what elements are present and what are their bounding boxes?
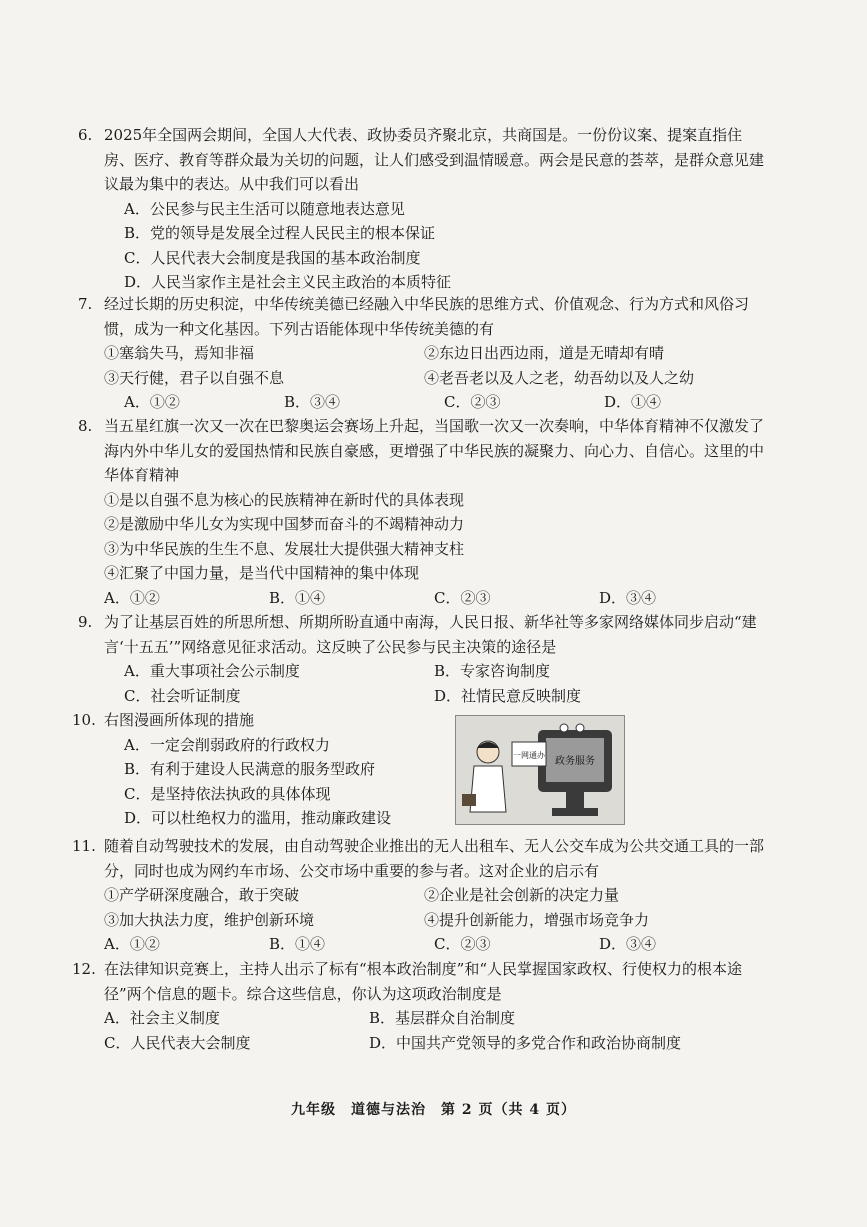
statement-1: ①产学研深度融合，敢于突破	[104, 886, 300, 904]
options	[104, 197, 764, 295]
option-d: D．社情民意反映制度	[434, 686, 582, 705]
question-stem: 随着自动驾驶技术的发展，由自动驾驶企业推出的无人出租车、无人公交车成为公共交通工具的一部分，同时也成为网约车市场、公交市场中重要的参与者。这对企业的启示有	[104, 837, 765, 880]
option-b: B．基层群众自治制度	[369, 1009, 516, 1027]
kiosk-base	[552, 808, 598, 816]
options-row-1	[104, 1006, 764, 1031]
option-c: C．社会听证制度	[124, 686, 241, 705]
statement-2: ②企业是社会创新的决定力量	[424, 886, 620, 904]
question-10	[72, 708, 444, 831]
page-footer: 九年级 道德与法治 第 2 页（共 4 页）	[291, 1102, 576, 1118]
question-stem: 右图漫画所体现的措施	[104, 711, 255, 729]
option-a: A．重大事项社会公示制度	[124, 662, 300, 680]
option-a: A．①②	[104, 935, 160, 953]
question-stem: 2025年全国两会期间，全国人大代表、政协委员齐聚北京，共商国是。一份份议案、提案直指住房、医疗、教育等群众最为关切的问题，让人们感受到温情暖意。两会是民意的荟萃，是群众意见建议最为集中的表达。从中我们可以看出	[104, 126, 765, 193]
statement-1: ①塞翁失马，焉知非福	[104, 344, 255, 362]
option-a: A．社会主义制度	[104, 1009, 220, 1027]
briefcase	[462, 794, 476, 806]
option-c: C．人民代表大会制度	[104, 1033, 251, 1052]
options	[104, 733, 444, 831]
option-c: C．②③	[444, 393, 501, 411]
option-a: A．①②	[124, 393, 180, 411]
option-c: C．②③	[434, 935, 491, 953]
left-sign-text: 一网通办	[513, 751, 545, 760]
question-number: 7.	[78, 295, 93, 313]
options	[104, 586, 764, 611]
question-6	[78, 123, 765, 295]
statement-4: ④汇聚了中国力量，是当代中国精神的集中体现	[104, 564, 420, 582]
statements-row-1	[104, 883, 764, 908]
option-d: D．中国共产党领导的多党合作和政治协商制度	[369, 1033, 682, 1052]
cartoon-illustration	[455, 715, 625, 825]
option-b: B．①④	[269, 588, 326, 607]
question-number: 6.	[78, 126, 93, 144]
question-number: 8.	[78, 417, 93, 435]
statement-3: ③加大执法力度，维护创新环境	[104, 910, 315, 929]
question-12	[72, 957, 764, 1055]
option-a: A．公民参与民主生活可以随意地表达意见	[124, 199, 405, 218]
option-a: A．一定会削弱政府的行政权力	[124, 735, 330, 754]
option-d: D．①④	[604, 393, 662, 411]
question-number: 11.	[72, 837, 96, 855]
options-row-2	[104, 684, 764, 709]
option-d: D．③④	[599, 935, 657, 953]
option-c: C．②③	[434, 588, 491, 607]
option-b: B．有利于建设人民满意的服务型政府	[124, 760, 376, 778]
option-b: B．专家咨询制度	[434, 662, 551, 680]
question-11	[72, 834, 765, 957]
option-d: D．人民当家作主是社会主义民主政治的本质特征	[124, 273, 452, 291]
option-d: D．可以杜绝权力的滥用，推动廉政建设	[124, 809, 392, 827]
statements	[104, 488, 764, 586]
question-number: 12.	[72, 960, 96, 978]
statements-row-2	[104, 366, 764, 391]
option-b: B．③④	[284, 393, 341, 411]
option-d: D．③④	[599, 588, 657, 607]
statements-row-1	[104, 341, 764, 366]
statements-row-2	[104, 908, 764, 933]
statement-2: ②是激励中华儿女为实现中国梦而奋斗的不竭精神动力	[104, 515, 465, 533]
option-b: B．党的领导是发展全过程人民民主的根本保证	[124, 224, 436, 242]
question-9	[78, 610, 764, 708]
question-8	[78, 414, 765, 610]
question-stem: 为了让基层百姓的所思所想、所期所盼直通中南海，人民日报、新华社等多家网络媒体同步启动“建言‘十五五’”网络意见征求活动。这反映了公民参与民主决策的途径是	[104, 613, 757, 656]
option-b: B．①④	[269, 935, 326, 953]
question-stem: 当五星红旗一次又一次在巴黎奥运会赛场上升起，当国歌一次又一次奏响，中华体育精神不仅激发了海内外中华儿女的爱国热情和民族自豪感，更增强了中华民族的凝聚力、向心力、自信心。这里的中华体育精神	[104, 417, 765, 484]
screen-sign: 政务服务	[555, 756, 595, 767]
options	[104, 390, 764, 415]
statement-3: ③天行健，君子以自强不息	[104, 368, 285, 387]
question-stem: 经过长期的历史积淀，中华传统美德已经融入中华民族的思维方式、价值观念、行为方式和风俗习惯，成为一种文化基因。下列古语能体现中华传统美德的有	[104, 295, 750, 338]
statement-4: ④老吾老以及人之老，幼吾幼以及人之幼	[424, 368, 695, 387]
options-row-1	[104, 659, 764, 684]
cartoon-drawing	[456, 716, 624, 824]
option-c: C．人民代表大会制度是我国的基本政治制度	[124, 248, 421, 267]
question-number: 10.	[72, 711, 96, 729]
statement-4: ④提升创新能力，增强市场竞争力	[424, 910, 650, 929]
options	[104, 932, 764, 957]
option-a: A．①②	[104, 588, 160, 607]
options-row-2	[104, 1031, 764, 1056]
statement-1: ①是以自强不息为核心的民族精神在新时代的具体表现	[104, 490, 465, 509]
question-number: 9.	[78, 613, 93, 631]
option-c: C．是坚持依法执政的具体体现	[124, 784, 331, 803]
statement-3: ③为中华民族的生生不息、发展壮大提供强大精神支柱	[104, 539, 465, 558]
kiosk-stand	[566, 792, 584, 808]
question-7	[78, 292, 764, 415]
statement-2: ②东边日出西边雨，道是无晴却有晴	[424, 344, 665, 362]
question-stem: 在法律知识竞赛上，主持人出示了标有“根本政治制度”和“人民掌握国家政权、行使权力的根本途径”两个信息的题卡。综合这些信息，你认为这项政治制度是	[104, 960, 743, 1003]
